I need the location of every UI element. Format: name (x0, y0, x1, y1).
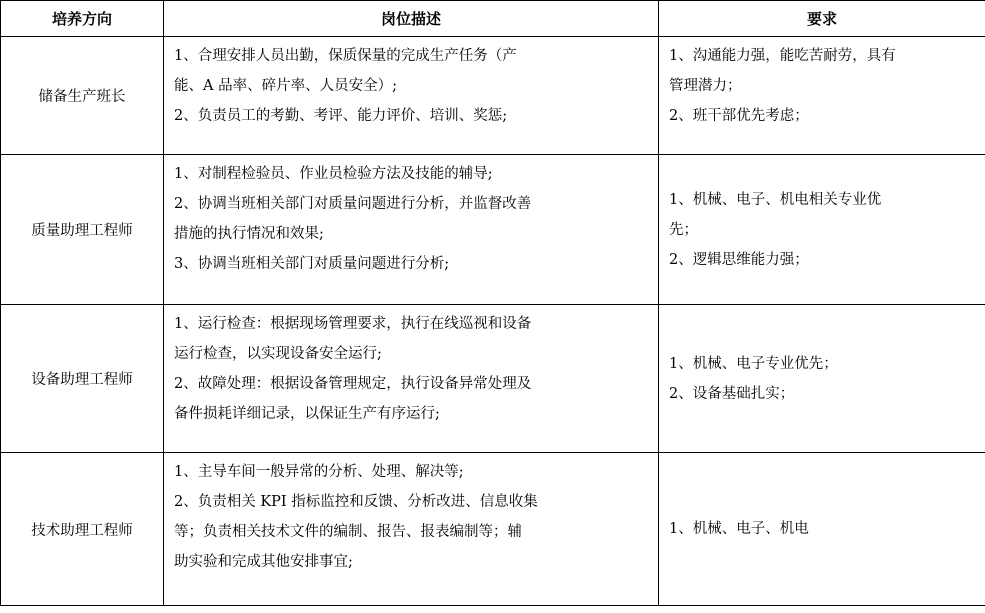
header-description: 岗位描述 (164, 1, 659, 37)
requirement-line: 2、班干部优先考虑； (669, 108, 809, 124)
table-row (1, 305, 985, 453)
header-row (1, 1, 985, 37)
requirement-line: 管理潜力； (669, 78, 742, 94)
description-line: 能、A 品率、碎片率、人员安全）; (174, 78, 397, 94)
description-line: 1、运行检查：根据现场管理要求，执行在线巡视和设备 (174, 316, 532, 332)
requirements-cell (659, 453, 985, 606)
table-row (1, 155, 985, 305)
requirement-line: 1、沟通能力强，能吃苦耐劳，具有 (669, 48, 896, 64)
direction-cell: 储备生产班长 (1, 37, 164, 155)
description-line: 1、合理安排人员出勤，保质保量的完成生产任务（产 (174, 48, 517, 64)
description-line: 助实验和完成其他安排事宜; (174, 554, 353, 570)
requirement-line: 2、设备基础扎实； (669, 385, 795, 402)
header-direction: 培养方向 (1, 1, 164, 37)
description-cell (164, 155, 659, 305)
table-row (1, 37, 985, 155)
description-line: 等；负责相关技术文件的编制、报告、报表编制等；辅 (174, 524, 522, 540)
header-requirements: 要求 (659, 1, 985, 37)
description-cell (164, 453, 659, 606)
description-cell (164, 37, 659, 155)
description-line: 2、故障处理：根据设备管理规定，执行设备异常处理及 (174, 376, 532, 392)
description-line: 运行检查，以实现设备安全运行; (174, 346, 382, 362)
description-line: 1、对制程检验员、作业员检验方法及技能的辅导; (174, 166, 493, 182)
description-line: 2、负责相关 KPI 指标监控和反馈、分析改进、信息收集 (174, 494, 538, 510)
direction-cell: 技术助理工程师 (1, 453, 164, 606)
table-row (1, 453, 985, 606)
description-line: 2、负责员工的考勤、考评、能力评价、培训、奖惩; (174, 108, 508, 124)
requirement-line: 1、机械、电子、机电相关专业优 (669, 191, 882, 208)
description-line: 3、协调当班相关部门对质量问题进行分析; (174, 256, 450, 272)
description-line: 1、主导车间一般异常的分析、处理、解决等; (174, 464, 464, 480)
requirement-line: 1、机械、电子专业优先； (669, 355, 838, 372)
requirement-line: 先； (669, 221, 698, 238)
requirement-line: 1、机械、电子、机电 (669, 521, 809, 537)
description-cell (164, 305, 659, 453)
requirements-cell (659, 155, 985, 305)
requirements-cell (659, 37, 985, 155)
description-line: 备件损耗详细记录，以保证生产有序运行; (174, 406, 440, 422)
direction-cell: 质量助理工程师 (1, 155, 164, 305)
description-line: 措施的执行情况和效果; (174, 226, 324, 242)
requirements-cell (659, 305, 985, 453)
direction-cell: 设备助理工程师 (1, 305, 164, 453)
description-line: 2、协调当班相关部门对质量问题进行分析，并监督改善 (174, 196, 532, 212)
requirement-line: 2、逻辑思维能力强； (669, 251, 809, 268)
